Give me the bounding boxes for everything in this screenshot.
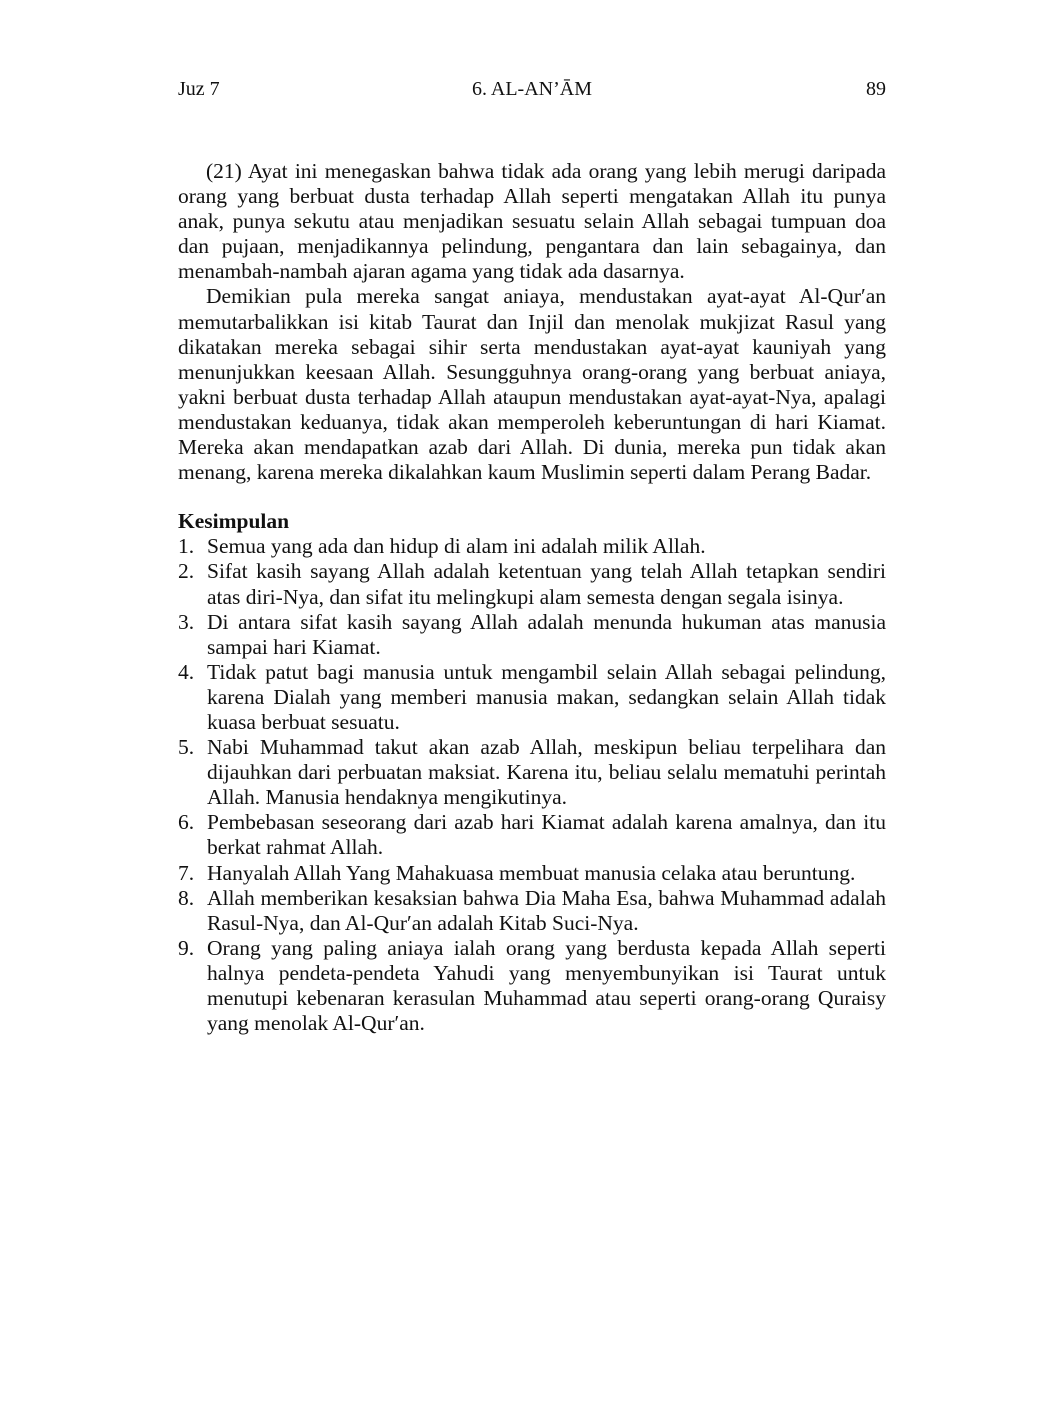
item-number: 7. (178, 860, 195, 885)
juz-label: Juz 7 (178, 78, 220, 100)
conclusion-item-4 (178, 660, 886, 735)
item-text: Hanyalah Allah Yang Mahakuasa membuat manusia celaka atau beruntung. (207, 860, 856, 885)
item-text: Pembebasan seseorang dari azab hari Kiamat adalah karena amalnya, dan itu berkat rahmat Allah. (207, 810, 886, 860)
item-text: Tidak patut bagi manusia untuk mengambil selain Allah sebagai pelindung, karena Dialah yang memberi manusia makan, sedangkan selain Allah tidak kuasa berbuat sesuatu. (207, 659, 886, 734)
item-number: 8. (178, 885, 195, 910)
item-number: 1. (178, 534, 195, 559)
item-number: 6. (178, 810, 195, 835)
item-number: 2. (178, 559, 195, 584)
conclusion-list (178, 534, 886, 1036)
item-number: 5. (178, 735, 195, 760)
conclusion-heading: Kesimpulan (178, 509, 290, 534)
page-header (178, 76, 886, 102)
conclusion-item-8 (178, 886, 886, 936)
item-text: Allah memberikan kesaksian bahwa Dia Maha Esa, bahwa Muhammad adalah Rasul-Nya, dan Al-Qur′an adalah Kitab Suci-Nya. (207, 885, 886, 935)
conclusion-item-1 (178, 534, 886, 559)
item-text: Di antara sifat kasih sayang Allah adalah menunda hukuman atas manusia sampai hari Kiamat. (207, 609, 886, 659)
item-number: 3. (178, 609, 195, 634)
body-paragraph-2: Demikian pula mereka sangat aniaya, mendustakan ayat-ayat Al-Qur′an memutarbalikkan isi kitab Taurat dan Injil dan menolak mukjizat Rasul yang dikatakan mereka sebagai sihir serta mendustakan ayat-ayat kauniyah yang menunjukkan keesaan Allah. Sesungguhnya orang-orang yang berbuat aniaya, yakni berbuat dusta terhadap Allah ataupun mendustakan ayat-ayat-Nya, apalagi mendustakan keduanya, tidak akan memperoleh keberuntungan di hari Kiamat. Mereka akan mendapatkan azab dari Allah. Di dunia, mereka pun tidak akan menang, karena mereka dikalahkan kaum Muslimin seperti dalam Perang Badar. (178, 284, 886, 485)
item-number: 4. (178, 659, 195, 684)
conclusion-item-3 (178, 610, 886, 660)
item-text: Sifat kasih sayang Allah adalah ketentuan yang telah Allah tetapkan sendiri atas diri-Nya, dan sifat itu melingkupi alam semesta dengan segala isinya. (207, 559, 886, 609)
conclusion-item-6 (178, 810, 886, 860)
item-text: Nabi Muhammad takut akan azab Allah, meskipun beliau terpelihara dan dijauhkan dari perbuatan maksiat. Karena itu, beliau selalu mematuhi perintah Allah. Manusia hendaknya mengikutinya. (207, 735, 886, 810)
conclusion-item-2 (178, 559, 886, 609)
conclusion-item-9 (178, 936, 886, 1036)
page-content (178, 159, 886, 1036)
conclusion-item-5 (178, 735, 886, 810)
item-number: 9. (178, 935, 195, 960)
body-paragraph-1: (21) Ayat ini menegaskan bahwa tidak ada orang yang lebih merugi daripada orang yang berbuat dusta terhadap Allah seperti mengatakan Allah itu punya anak, punya sekutu atau menjadikan sesuatu selain Allah sebagai tumpuan doa dan pujaan, menjadikannya pelindung, pengantara dan lain sebagainya, dan menambah-nambah ajaran agama yang tidak ada dasarnya. (178, 159, 886, 284)
item-text: Orang yang paling aniaya ialah orang yang berdusta kepada Allah seperti halnya pendeta-pendeta Yahudi yang menyembunyikan isi Taurat untuk menutupi kebenaran kerasulan Muhammad atau seperti orang-orang Quraisy yang menolak Al-Qur′an. (207, 935, 886, 1036)
conclusion-item-7 (178, 861, 886, 886)
page-number: 89 (866, 78, 886, 100)
surah-title: 6. AL-AN’ĀM (472, 78, 592, 100)
item-text: Semua yang ada dan hidup di alam ini adalah milik Allah. (207, 534, 706, 559)
